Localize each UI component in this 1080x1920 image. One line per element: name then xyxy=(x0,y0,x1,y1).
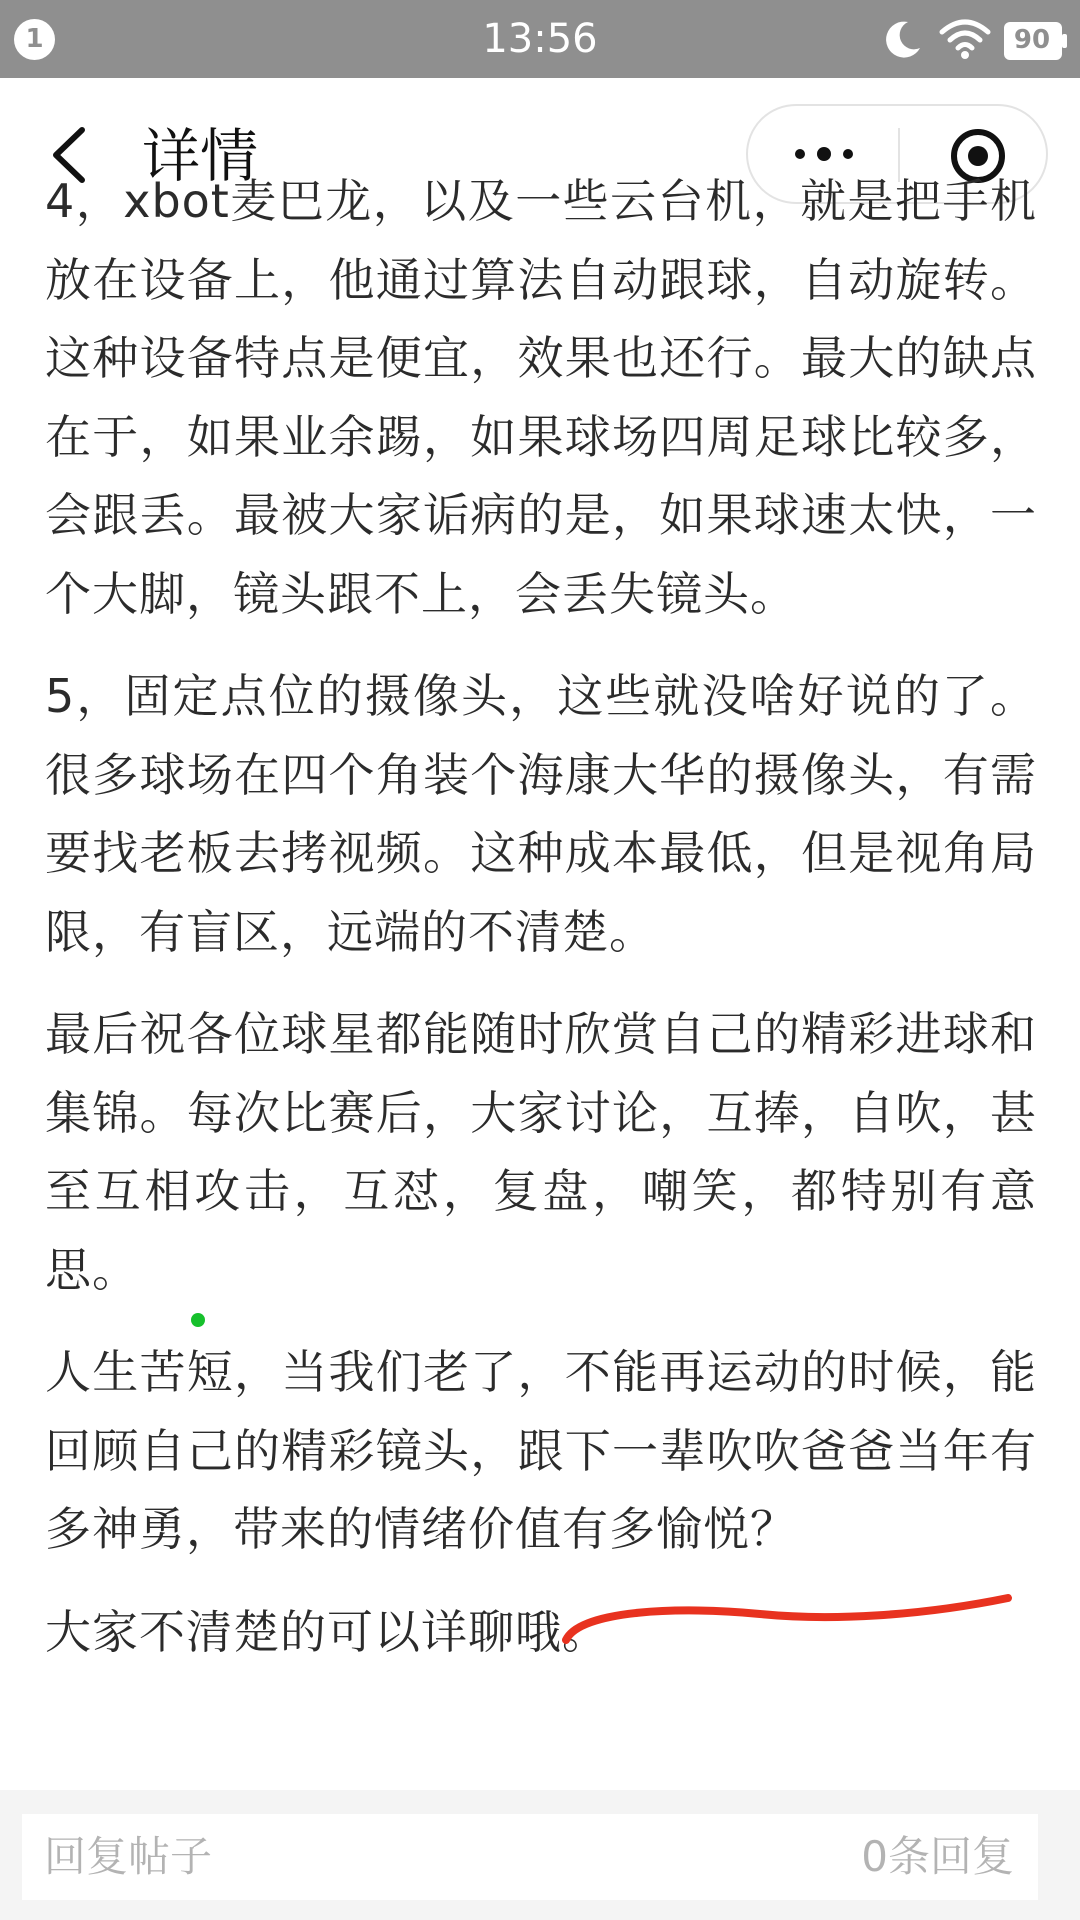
wifi-icon xyxy=(938,18,992,60)
reply-input[interactable] xyxy=(22,1814,1038,1900)
post-content xyxy=(0,174,1080,1790)
status-time: 13:56 xyxy=(482,16,598,62)
reply-placeholder: 回复帖子 xyxy=(44,1832,213,1881)
reply-count[interactable]: 0条回复 xyxy=(861,1832,1014,1881)
moon-icon xyxy=(880,18,924,62)
paragraph-5: 5，固定点位的摄像头，这些就没啥好说的了。很多球场在四个角装个海康大华的摄像头，有需要找老板去拷视频。这种成本最低，但是视角局限，有盲区，远端的不清楚。 xyxy=(45,669,1037,959)
page-title: 详情 xyxy=(142,122,259,190)
status-bar xyxy=(0,0,1080,78)
post-body xyxy=(45,162,1037,1695)
paragraph-contact: 大家不清楚的可以详聊哦。 xyxy=(45,1604,609,1659)
paragraph-4: 4，xbot麦巴龙，以及一些云台机，就是把手机放在设备上，他通过算法自动跟球，自动旋转。这种设备特点是便宜，效果也还行。最大的缺点在于，如果业余踢，如果球场四周足球比较多，会跟丢。最被大家诟病的是，如果球速太快，一个大脚，镜头跟不上，会丢失镜头。 xyxy=(45,174,1037,621)
paragraph-life: 人生苦短，当我们老了，不能再运动的时候，能回顾自己的精彩镜头，跟下一辈吹吹爸爸当年有多神勇，带来的情绪价值有多愉悦？ xyxy=(45,1345,1037,1556)
red-underline-annotation xyxy=(560,1574,1020,1644)
paragraph-closing: 最后祝各位球星都能随时欣赏自己的精彩进球和集锦。每次比赛后，大家讨论，互捧，自吹，甚至互相攻击，互怼，复盘，嘲笑，都特别有意思。 xyxy=(45,1007,1037,1297)
battery-level: 90 xyxy=(1013,25,1051,55)
green-dot-marker xyxy=(191,1313,205,1327)
notification-badge: 1 xyxy=(14,19,55,60)
reply-bar xyxy=(0,1790,1080,1920)
